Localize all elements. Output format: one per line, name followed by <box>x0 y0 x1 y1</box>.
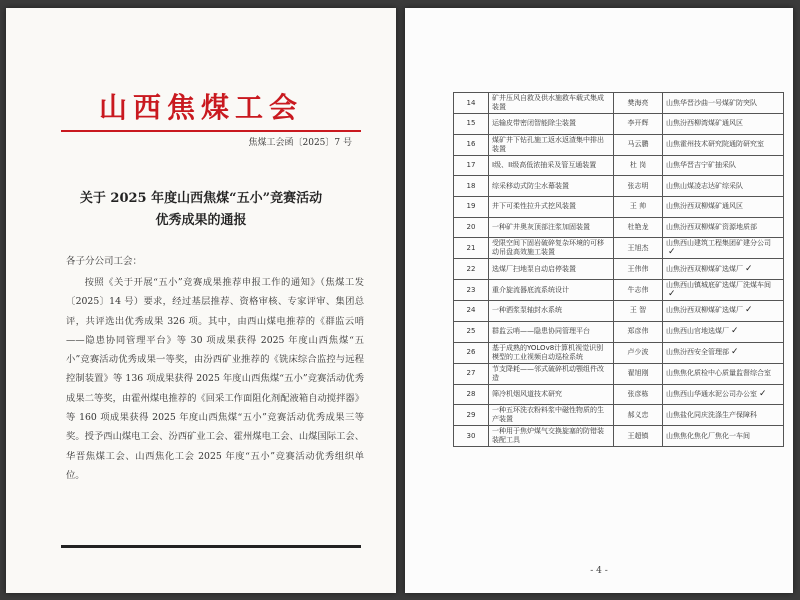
person-name-cell <box>614 363 663 384</box>
person-name-cell <box>614 238 663 259</box>
row-number: 22 <box>466 264 476 273</box>
row-number-cell <box>454 342 489 363</box>
unit-name-cell <box>663 114 784 135</box>
unit-name-cell <box>663 301 784 322</box>
achievement-name-cell <box>489 259 614 280</box>
check-mark-icon: ✓ <box>745 263 753 274</box>
row-number: 14 <box>466 98 476 107</box>
bottom-divider <box>61 545 361 548</box>
table-row <box>454 93 784 114</box>
unit-name: 山焦华晋沙曲一号煤矿防突队 <box>666 98 757 107</box>
row-number: 27 <box>466 369 476 377</box>
row-number-cell <box>454 363 489 384</box>
row-number-cell <box>454 426 489 447</box>
achievement-name: 煤矿井下钻孔施工返水返渣集中排出装置 <box>492 135 604 153</box>
notice-page <box>6 8 396 593</box>
unit-name: 山焦华晋吉宁矿抽采队 <box>666 161 736 170</box>
person-name-cell <box>614 217 663 238</box>
row-number: 20 <box>466 223 476 232</box>
person-name: 王 帅 <box>629 202 647 211</box>
person-name-cell <box>614 384 663 405</box>
table-row <box>454 197 784 218</box>
person-name: 马云鹏 <box>627 140 649 149</box>
unit-name: 山焦汾西双柳煤矿选煤厂 <box>666 264 743 273</box>
notice-body: 按照《关于开展“五小”竞赛成果推荐申报工作的通知》（焦煤工发〔2025〕14 号）要求，经过基层推荐、资格审核、专家评审、集团总评，共评选出优秀成果 326 项。其中，由西山煤电推荐的《群监云哨——隐患协同管理平台》等 30 项成果获得 2025 年度山西焦煤“五小”竞赛活动优秀成果一等奖，由汾西矿业推荐的《铣床综合监控与远程控制装置》等 136 项成果获得 2025 年度山西焦煤“五小”竞赛活动优秀成果二等奖，由霍州煤电推荐的《回采工作面阻化剂配液箱自动搅拌器》等 160 项成果获得 2025 年度山西焦煤“五小”竞赛活动优秀成果三等奖。授予西山煤电工会、汾西矿业工会、霍州煤电工会、山煤国际工会、华晋焦煤工会、山西焦化工会 2025 年度“五小”竞赛活动优秀组织单位。 <box>66 277 364 481</box>
achievement-name: 受限空间下固岩破碎复杂环境的可移动吊盘高效施工装置 <box>492 239 604 257</box>
achievement-name: I级、II级高低浓抽采及管互通装置 <box>492 161 597 170</box>
row-number-cell <box>454 259 489 280</box>
check-mark-icon: ✓ <box>731 326 739 337</box>
person-name-cell <box>614 155 663 176</box>
row-number: 18 <box>466 181 476 190</box>
row-number-cell <box>454 197 489 218</box>
check-mark-icon: ✓ <box>731 347 739 357</box>
row-number: 23 <box>466 285 476 294</box>
table-row <box>454 342 784 363</box>
row-number-cell <box>454 238 489 259</box>
row-number: 26 <box>466 348 476 356</box>
table-row <box>454 321 784 342</box>
achievement-name: 一种矿井奥灰顶部注浆加固装置 <box>492 223 590 232</box>
achievement-name-cell <box>489 197 614 218</box>
table-row <box>454 384 784 405</box>
person-name-cell <box>614 426 663 447</box>
issuer-title: 山西焦煤工会 <box>98 91 303 124</box>
achievement-name-cell <box>489 134 614 155</box>
unit-name-cell <box>663 426 784 447</box>
achievement-name-cell <box>489 342 614 363</box>
person-name-cell <box>614 405 663 426</box>
achievement-name-cell <box>489 217 614 238</box>
table-row <box>454 176 784 197</box>
row-number: 16 <box>466 140 476 149</box>
person-name: 杜艳龙 <box>627 223 649 232</box>
achievement-name: 节支降耗——邻式破碎机动颚组件改造 <box>492 364 604 382</box>
table-row <box>454 114 784 135</box>
unit-name: 山焦汾西柳湾煤矿通风区 <box>666 119 743 128</box>
check-mark-icon: ✓ <box>668 247 676 258</box>
person-name: 王超镇 <box>627 431 649 440</box>
person-name: 牛志伟 <box>627 285 649 294</box>
row-number-cell <box>454 176 489 197</box>
page-number: - 4 - <box>590 566 608 576</box>
row-number: 28 <box>466 389 476 398</box>
unit-name-cell <box>663 342 784 363</box>
row-number: 15 <box>466 119 476 128</box>
achievement-name-cell <box>489 426 614 447</box>
row-number-cell <box>454 114 489 135</box>
achievement-name-cell <box>489 238 614 259</box>
unit-name-cell <box>663 363 784 384</box>
row-number: 24 <box>466 306 476 315</box>
achievement-name-cell <box>489 363 614 384</box>
table-row <box>454 217 784 238</box>
check-mark-icon: ✓ <box>759 388 767 399</box>
person-name-cell <box>614 321 663 342</box>
unit-name-cell <box>663 280 784 301</box>
row-number-cell <box>454 405 489 426</box>
row-number: 29 <box>466 410 476 419</box>
row-number: 19 <box>466 202 476 211</box>
unit-name-cell <box>663 321 784 342</box>
achievement-name: 群监云哨——隐患协同管理平台 <box>492 327 590 336</box>
row-number-cell <box>454 155 489 176</box>
row-number: 30 <box>466 431 476 440</box>
unit-name-cell <box>663 259 784 280</box>
table-row <box>454 405 784 426</box>
person-name: 郝义忠 <box>627 410 649 419</box>
person-name: 王伟伟 <box>627 264 649 273</box>
achievement-name-cell <box>489 114 614 135</box>
row-number-cell <box>454 384 489 405</box>
achievement-name: 筛冷机烟风道技术研究 <box>492 389 562 398</box>
results-table <box>453 92 784 447</box>
person-name: 郑彦伟 <box>627 327 649 336</box>
person-name-cell <box>614 176 663 197</box>
unit-name-cell <box>663 93 784 114</box>
person-name: 樊海亮 <box>627 98 649 107</box>
row-number: 17 <box>466 161 476 170</box>
table-row <box>454 259 784 280</box>
row-number-cell <box>454 93 489 114</box>
person-name-cell <box>614 259 663 280</box>
notice-title-line-2: 优秀成果的通报 <box>155 213 247 228</box>
check-mark-icon: ✓ <box>668 289 676 300</box>
results-table-page <box>405 8 793 593</box>
achievement-name: 运输皮带密闭智能除尘装置 <box>492 119 576 128</box>
achievement-name-cell <box>489 176 614 197</box>
unit-name-cell <box>663 384 784 405</box>
row-number-cell <box>454 301 489 322</box>
achievement-name-cell <box>489 93 614 114</box>
unit-name: 山焦山煤凌志达矿综采队 <box>666 181 743 190</box>
row-number: 21 <box>466 243 476 252</box>
person-name: 张彦栋 <box>627 389 649 398</box>
unit-name: 山焦汾西双柳煤矿资源地质部 <box>666 223 757 232</box>
person-name-cell <box>614 301 663 322</box>
person-name: 王旭杰 <box>627 243 649 252</box>
unit-name-cell <box>663 155 784 176</box>
table-row <box>454 426 784 447</box>
row-number-cell <box>454 321 489 342</box>
unit-name: 山焦焦化焦化厂焦化一车间 <box>666 431 750 440</box>
person-name-cell <box>614 280 663 301</box>
achievement-name-cell <box>489 280 614 301</box>
person-name: 翟旭刚 <box>627 369 649 377</box>
unit-name: 山焦西山官地选煤厂 <box>666 327 729 336</box>
unit-name-cell <box>663 238 784 259</box>
unit-name: 山焦汾西双柳煤矿通风区 <box>666 202 743 211</box>
row-number-cell <box>454 217 489 238</box>
document-number: 焦煤工会函〔2025〕7 号 <box>248 138 352 148</box>
person-name-cell <box>614 134 663 155</box>
achievement-name-cell <box>489 301 614 322</box>
achievement-name: 重介旋流器底流系统设计 <box>492 285 569 294</box>
unit-name: 山焦西山华通水泥公司办公室 <box>666 389 757 398</box>
person-name-cell <box>614 93 663 114</box>
achievement-name: 综采移动式防尘水幕装置 <box>492 181 569 190</box>
achievement-name: 选煤厂扫地泵自动启停装置 <box>492 264 576 273</box>
row-number-cell <box>454 280 489 301</box>
achievement-name-cell <box>489 155 614 176</box>
achievement-name: 基于成熟的YOLOv8计算机视觉识别模型的工业视频自动巡检系统 <box>492 343 604 361</box>
achievement-name: 井下可柔性拉升式挖风装置 <box>492 202 576 211</box>
achievement-name-cell <box>489 405 614 426</box>
table-row <box>454 155 784 176</box>
unit-name: 山焦汾西安全管理部 <box>666 348 729 356</box>
person-name-cell <box>614 114 663 135</box>
notice-title-line-1: 关于 2025 年度山西焦煤“五小”竞赛活动 <box>79 191 323 206</box>
achievement-name-cell <box>489 321 614 342</box>
row-number: 25 <box>466 327 476 336</box>
unit-name: 山焦西山建筑工程集团矿建分公司 <box>666 239 771 248</box>
unit-name: 山焦汾西双柳煤矿选煤厂 <box>666 306 743 315</box>
unit-name: 山焦西山镇城底矿选煤厂洗煤车间 <box>666 281 771 290</box>
table-row <box>454 134 784 155</box>
row-number-cell <box>454 134 489 155</box>
achievement-name: 矿井压风自救及供水施救车载式集成装置 <box>492 94 604 111</box>
person-name-cell <box>614 342 663 363</box>
achievement-name: 一种五环洗衣粉料浆中磁性物质的生产装置 <box>492 406 604 424</box>
notice-title <box>6 188 396 232</box>
red-divider <box>61 130 361 132</box>
unit-name: 山焦霍州技术研究院通防研究室 <box>666 140 764 149</box>
achievement-name: 一种洒浆泵轴封水系统 <box>492 306 562 315</box>
person-name: 杜 岗 <box>629 161 647 170</box>
person-name: 王 智 <box>629 306 647 315</box>
table-row <box>454 363 784 384</box>
person-name: 卢少波 <box>627 348 649 356</box>
achievement-name-cell <box>489 384 614 405</box>
achievement-name: 一种用于焦炉煤气交换旋塞的防错装装配工具 <box>492 427 604 445</box>
unit-name-cell <box>663 405 784 426</box>
unit-name-cell <box>663 134 784 155</box>
unit-name-cell <box>663 217 784 238</box>
person-name: 李开辉 <box>627 119 649 128</box>
table-row <box>454 280 784 301</box>
person-name-cell <box>614 197 663 218</box>
unit-name-cell <box>663 176 784 197</box>
unit-name-cell <box>663 197 784 218</box>
table-row <box>454 301 784 322</box>
salutation: 各子分公司工会： <box>66 256 143 267</box>
unit-name: 山焦焦化质检中心质量监督综合室 <box>666 369 771 377</box>
person-name: 张志明 <box>627 181 649 190</box>
check-mark-icon: ✓ <box>745 305 753 316</box>
table-row <box>454 238 784 259</box>
unit-name: 山焦盐化同庆洗涤生产保障科 <box>666 410 757 419</box>
